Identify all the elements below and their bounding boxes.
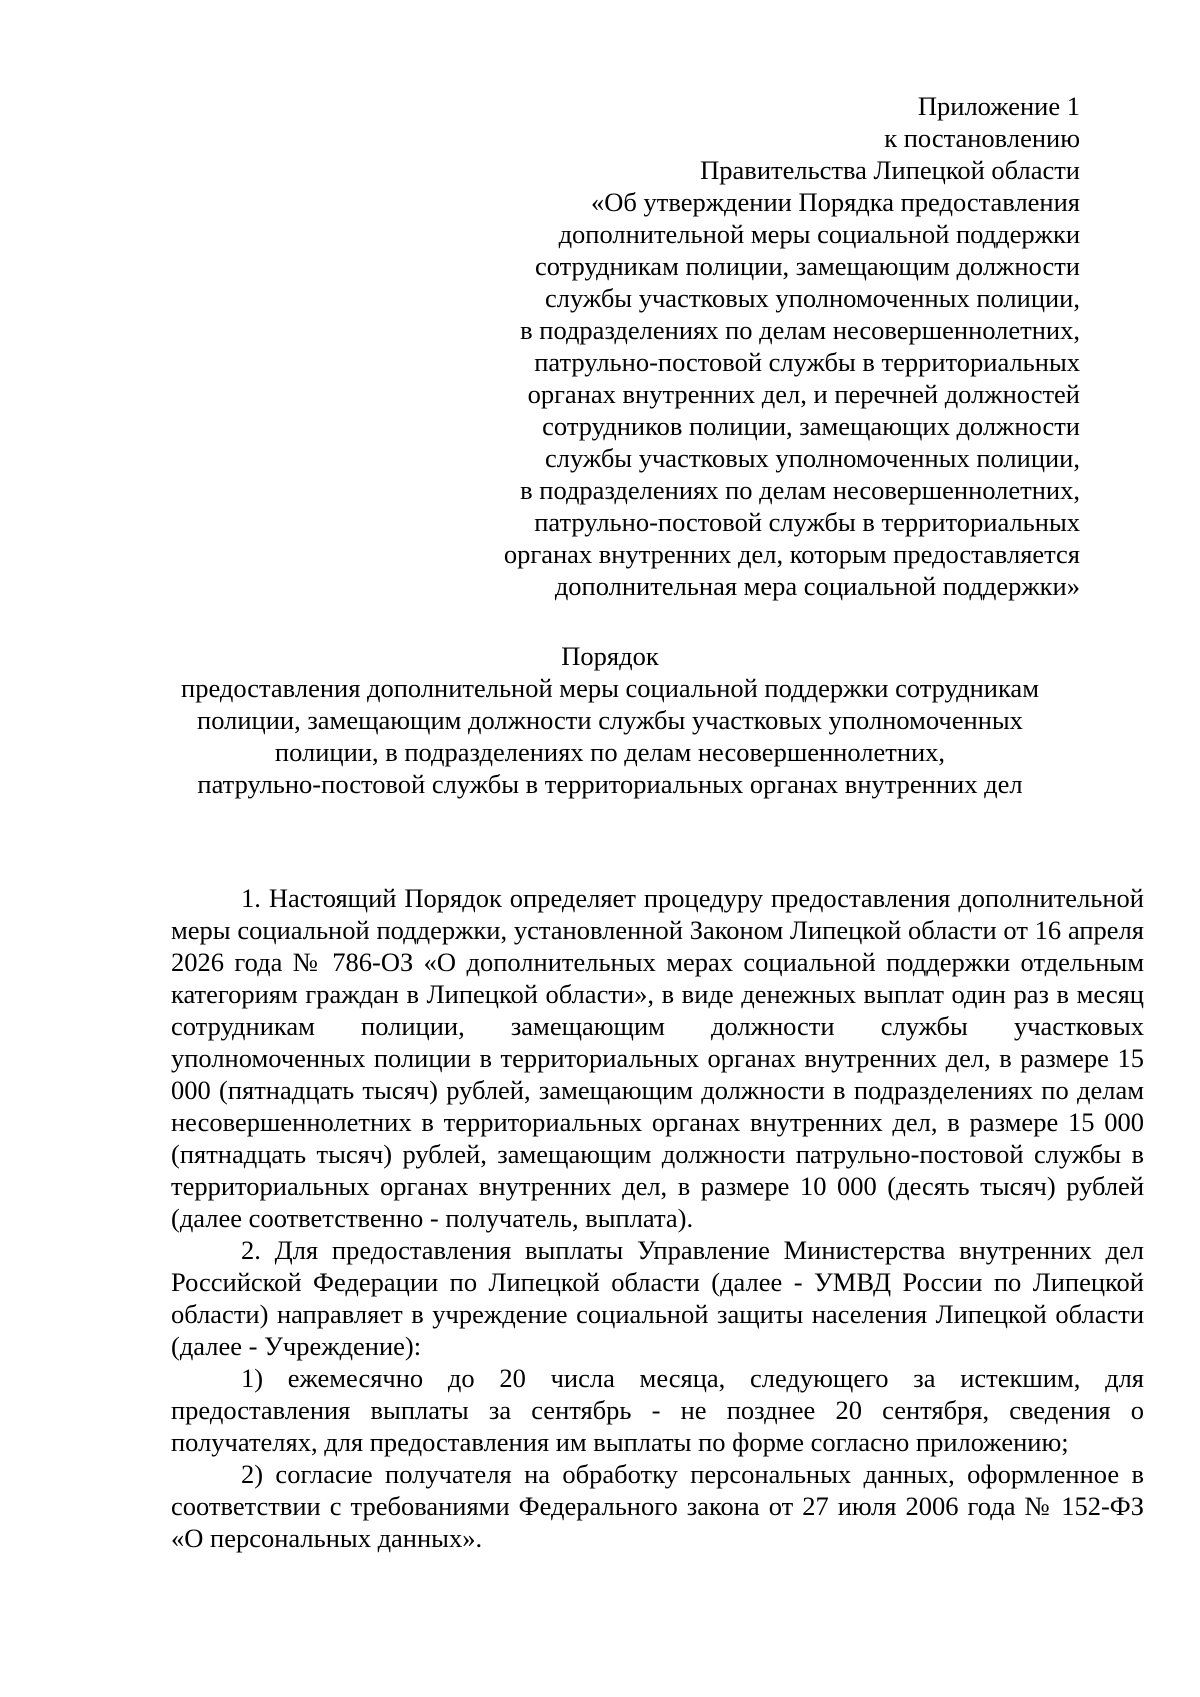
- document-title: Порядок: [561, 641, 659, 671]
- appendix-line: органах внутренних дел, которым предоставляется: [503, 539, 1080, 569]
- appendix-line: органах внутренних дел, и перечней должностей: [527, 379, 1080, 409]
- document-body: [171, 882, 1144, 1554]
- appendix-line: Приложение 1: [917, 91, 1080, 121]
- paragraph-2: 2. Для предоставления выплаты Управление Министерства внутренних дел Российской Федерации по Липецкой области (далее - УМВД России по Липецкой области) направляет в учреждение социальной защиты населения Липецкой области (далее - Учреждение):: [171, 1235, 1144, 1361]
- appendix-line: сотрудникам полиции, замещающим должности: [534, 251, 1080, 281]
- appendix-line: патрульно-постовой службы в территориальных: [534, 507, 1080, 537]
- appendix-line: патрульно-постовой службы в территориальных: [534, 347, 1080, 377]
- appendix-line: дополнительной меры социальной поддержки: [558, 219, 1080, 249]
- document-subtitle-line: полиции, замещающим должности службы участковых уполномоченных: [197, 705, 1023, 735]
- appendix-line: службы участковых уполномоченных полиции,: [544, 283, 1080, 313]
- appendix-line: Правительства Липецкой области: [700, 155, 1080, 185]
- appendix-line: дополнительная мера социальной поддержки»: [554, 571, 1080, 601]
- appendix-line: в подразделениях по делам несовершеннолетних,: [520, 315, 1080, 345]
- appendix-line: службы участковых уполномоченных полиции,: [544, 443, 1080, 473]
- subitem-1: 1) ежемесячно до 20 числа месяца, следующего за истекшим, для предоставления выплаты за сентябрь - не позднее 20 сентября, сведения о получателях, для предоставления им выплаты по форме согласно приложению;: [171, 1363, 1144, 1457]
- document-subtitle-line: предоставления дополнительной меры социальной поддержки сотрудникам: [181, 673, 1039, 703]
- appendix-line: в подразделениях по делам несовершеннолетних,: [520, 475, 1080, 505]
- document-subtitle-line: патрульно-постовой службы в территориальных органах внутренних дел: [197, 769, 1023, 799]
- appendix-line: к постановлению: [884, 123, 1080, 153]
- paragraph-1: 1. Настоящий Порядок определяет процедуру предоставления дополнительной меры социальной поддержки, установленной Законом Липецкой области от 16 апреля 2026 года № 786-ОЗ «О дополнительных мерах социальной поддержки отдельным категориям граждан в Липецкой области», в виде денежных выплат один раз в месяц сотрудникам полиции, замещающим должности службы участковых уполномоченных полиции в территориальных органах внутренних дел, в размере 15 000 (пятнадцать тысяч) рублей, замещающим должности в подразделениях по делам несовершеннолетних в территориальных органах внутренних дел, в размере 15 000 (пятнадцать тысяч) рублей, замещающим должности патрульно-постовой службы в территориальных органах внутренних дел, в размере 10 000 (десять тысяч) рублей (далее соответственно - получатель, выплата).: [171, 883, 1144, 1233]
- document-subtitle-line: полиции, в подразделениях по делам несовершеннолетних,: [274, 737, 946, 767]
- document-heading: [170, 640, 1050, 800]
- appendix-block: [440, 90, 1080, 602]
- appendix-line: сотрудников полиции, замещающих должности: [542, 411, 1080, 441]
- subitem-2: 2) согласие получателя на обработку персональных данных, оформленное в соответствии с требованиями Федерального закона от 27 июля 2006 года № 152-ФЗ «О персональных данных».: [171, 1459, 1144, 1553]
- appendix-line: «Об утверждении Порядка предоставления: [591, 187, 1080, 217]
